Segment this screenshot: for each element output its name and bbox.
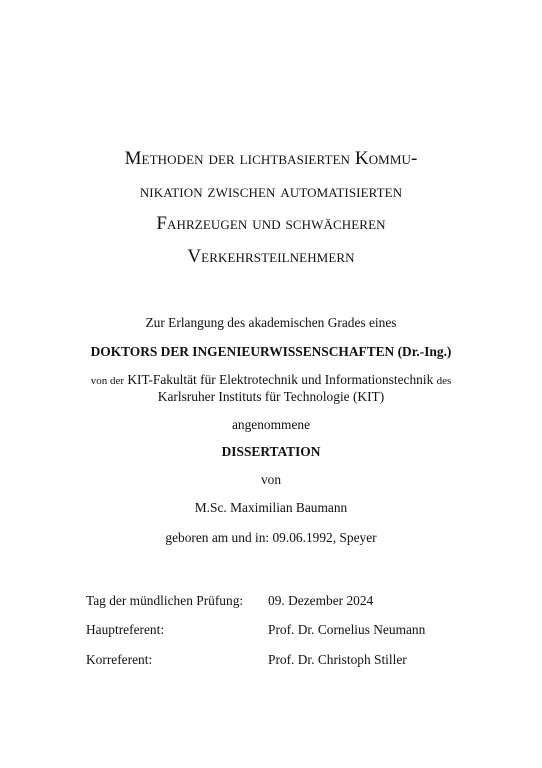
accepted-text: angenommene bbox=[231, 417, 311, 432]
title-line: Fahrzeugen und schwächeren bbox=[156, 213, 386, 234]
main-referee-value: Prof. Dr. Cornelius Neumann bbox=[268, 622, 426, 637]
degree-intro: Zur Erlangung des akademischen Grades eines bbox=[145, 315, 397, 330]
co-referee-value: Prof. Dr. Christoph Stiller bbox=[268, 652, 407, 667]
title-line: Verkehrsteilnehmern bbox=[187, 245, 355, 267]
by-text: von bbox=[260, 472, 282, 487]
exam-date-label: Tag der mündlichen Prüfung: bbox=[86, 593, 244, 608]
faculty-line bbox=[30, 372, 512, 388]
document-type: DISSERTATION bbox=[221, 444, 321, 459]
title-line: nikation zwischen automatisierten bbox=[139, 180, 403, 202]
main-referee-label: Hauptreferent: bbox=[86, 622, 165, 637]
faculty-suffix: des bbox=[436, 375, 452, 387]
institute-name: Karlsruher Instituts für Technologie (KIT) bbox=[157, 389, 385, 404]
faculty-prefix: von der bbox=[90, 375, 124, 387]
title-line: Methoden der lichtbasierten Kommu- bbox=[124, 148, 418, 169]
exam-date-value: 09. Dezember 2024 bbox=[268, 593, 374, 608]
faculty-name: KIT-Fakultät für Elektrotechnik und Informationstechnik bbox=[124, 372, 437, 387]
thesis-title bbox=[40, 143, 502, 273]
co-referee-label: Korreferent: bbox=[86, 652, 153, 667]
birth-info: geboren am und in: 09.06.1992, Speyer bbox=[165, 530, 377, 545]
author-name: M.Sc. Maximilian Baumann bbox=[194, 500, 348, 515]
degree-name: DOKTORS DER INGENIEURWISSENSCHAFTEN (Dr.-Ing.) bbox=[90, 344, 452, 359]
